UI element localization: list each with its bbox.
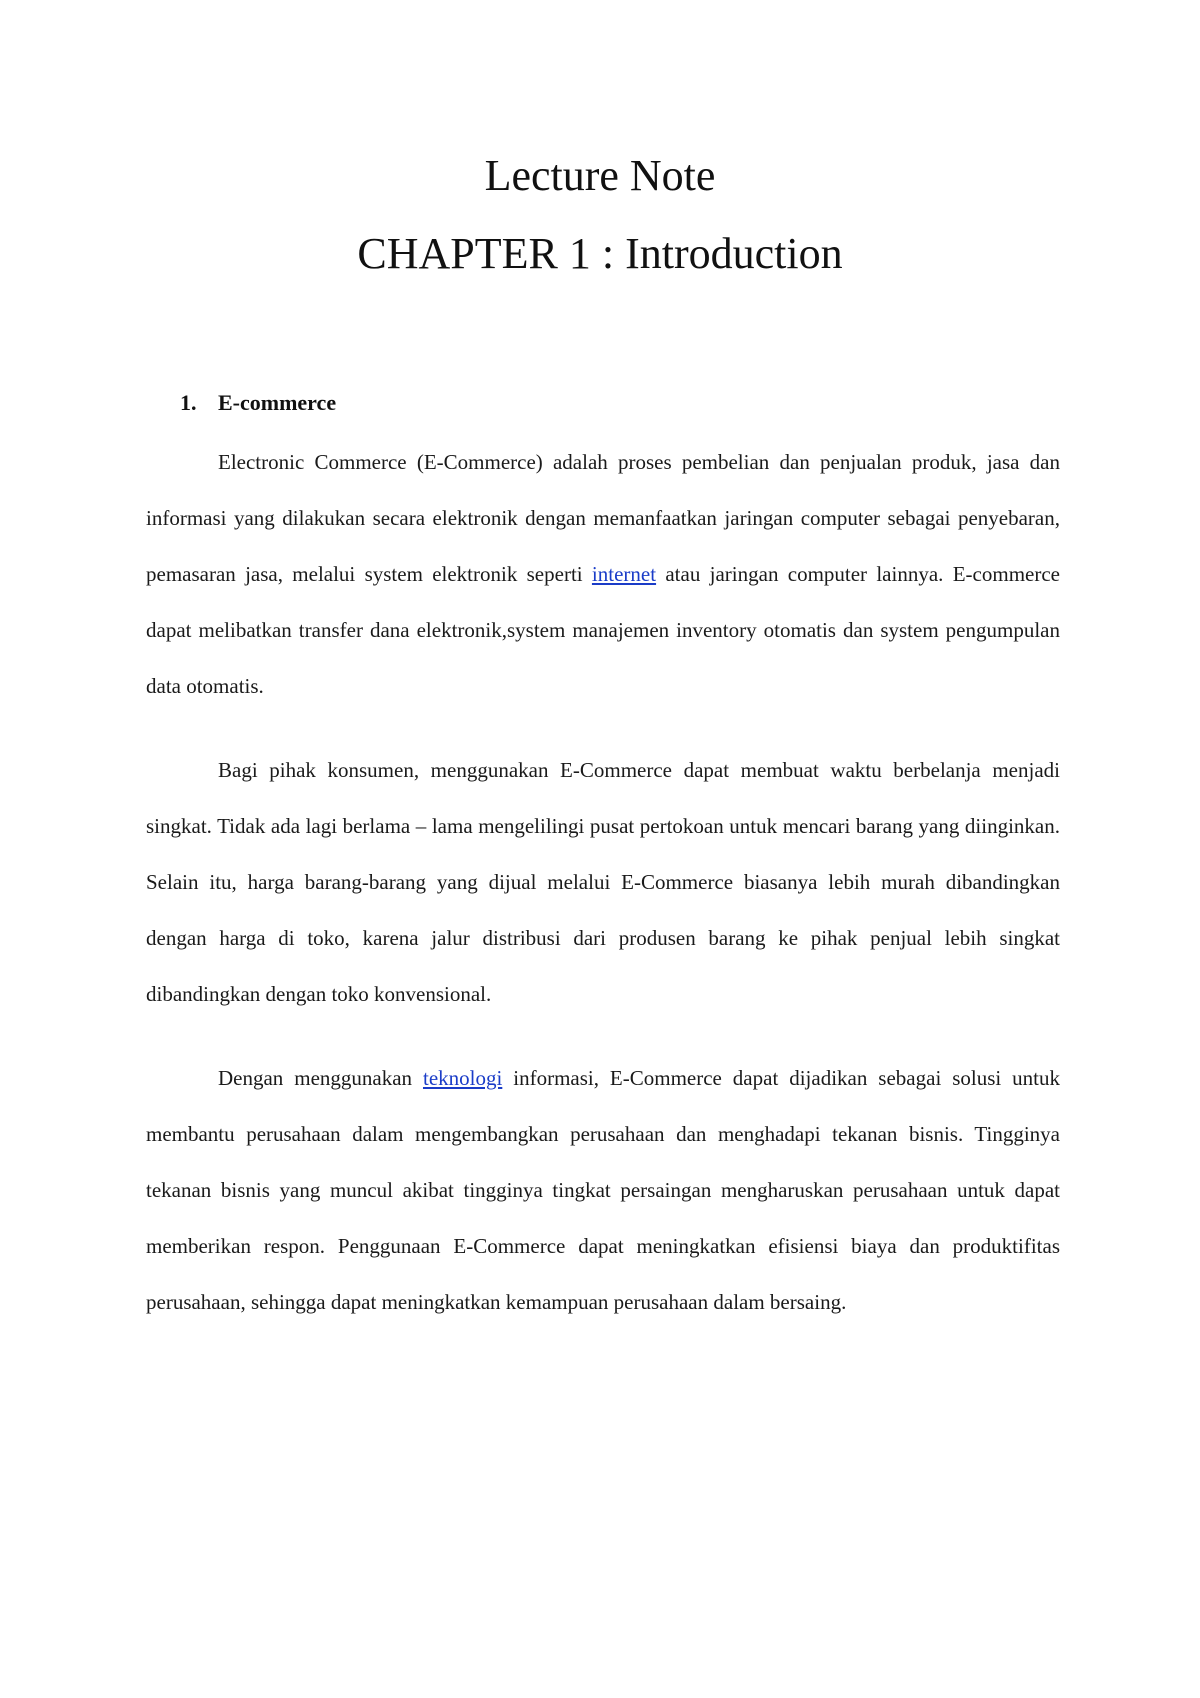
paragraph-1 — [146, 434, 1060, 714]
document-title: Lecture Note — [484, 151, 716, 200]
paragraph-1-text-after-link: atau jaringan computer lainnya. E-commerce dapat melibatkan transfer dana elektronik,system manajemen inventory otomatis dan system pengumpulan data otomatis. — [146, 562, 1060, 698]
chapter-title: CHAPTER 1 : Introduction — [357, 229, 843, 278]
section-heading-text: E-commerce — [218, 390, 337, 415]
paragraph-2-text: Bagi pihak konsumen, menggunakan E-Commerce dapat membuat waktu berbelanja menjadi singkat. Tidak ada lagi berlama – lama mengelilingi pusat pertokoan untuk mencari barang yang diinginkan. Selain itu, harga barang-barang yang dijual melalui E-Commerce biasanya lebih murah dibandingkan dengan harga di toko, karena jalur distribusi dari produsen barang ke pihak penjual lebih singkat dibandingkan dengan toko konvensional. — [146, 758, 1060, 1006]
internet-link[interactable]: internet — [591, 562, 657, 586]
paragraph-1-text-before-link: Electronic Commerce (E-Commerce) adalah proses pembelian dan penjualan produk, jasa dan informasi yang dilakukan secara elektronik dengan memanfaatkan jaringan computer sebagai penyebaran, pemasaran jasa, melalui system elektronik seperti — [146, 450, 1060, 586]
paragraph-2 — [146, 742, 1060, 1022]
section-heading — [180, 390, 336, 416]
paragraph-3 — [146, 1050, 1060, 1330]
teknologi-link[interactable]: teknologi — [422, 1066, 503, 1090]
paragraph-3-text-after-link: informasi, E-Commerce dapat dijadikan sebagai solusi untuk membantu perusahaan dalam mengembangkan perusahaan dan menghadapi tekanan bisnis. Tingginya tekanan bisnis yang muncul akibat tingginya tingkat persaingan mengharuskan perusahaan untuk dapat memberikan respon. Penggunaan E-Commerce dapat meningkatkan efisiensi biaya dan produktifitas perusahaan, sehingga dapat meningkatkan kemampuan perusahaan dalam bersaing. — [146, 1066, 1060, 1314]
section-number: 1. — [180, 390, 197, 415]
paragraph-3-text-before-link: Dengan menggunakan — [218, 1066, 423, 1090]
